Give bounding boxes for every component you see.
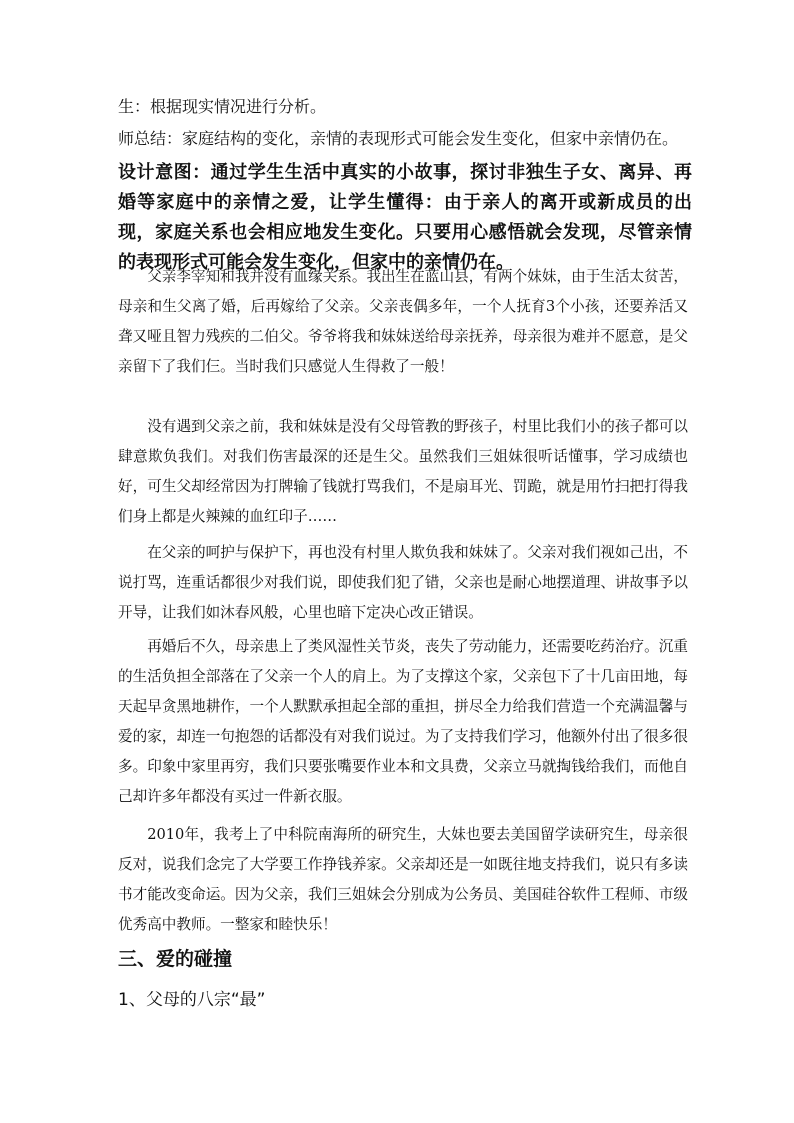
student-response-line: 生：根据现实情况进行分析。 (118, 97, 327, 116)
design-intent-paragraph: 设计意图：通过学生生活中真实的小故事，探讨非独生子女、离异、再婚等家庭中的亲情之爱，让学生懂得：由于亲人的离开或新成员的出现，家庭关系也会相应地发生变化。只要用心感悟就会发现，尽管亲情的表现形式可能会发生变化，但家中的亲情仍在。 (118, 162, 692, 273)
section-heading: 三、爱的碰撞 (118, 948, 233, 970)
story-paragraph-3: 在父亲的呵护与保护下，再也没有村里人欺负我和妹妹了。父亲对我们视如己出，不说打骂，连重话都很少对我们说，即使我们犯了错，父亲也是耐心地摆道理、讲故事予以开导，让我们如沐春风般，心里也暗下定决心改正错误。 (118, 544, 688, 621)
list-item-1: 1、父母的八宗“最” (118, 990, 266, 1010)
story-paragraph-4: 再婚后不久，母亲患上了类风湿性关节炎，丧失了劳动能力，还需要吃药治疗。沉重的生活负担全部落在了父亲一个人的肩上。为了支撑这个家，父亲包下了十几亩田地，每天起早贪黑地耕作，一个人默默承担起全部的重担，拼尽全力给我们营造一个充满温馨与爱的家，却连一句抱怨的话都没有对我们说过。为了支持我们学习，他额外付出了很多很多。印象中家里再穷，我们只要张嘴要作业本和文具费，父亲立马就掏钱给我们，而他自己却许多年都没有买过一件新衣服。 (118, 638, 688, 805)
story-paragraph-5: 2010年，我考上了中科院南海所的研究生，大妹也要去美国留学读研究生，母亲很反对，说我们念完了大学要工作挣钱养家。父亲却还是一如既往地支持我们，说只有多读书才能改变命运。因为父亲，我们三姐妹会分别成为公务员、美国硅谷软件工程师、市级优秀高中教师。一整家和睦快乐！ (118, 826, 688, 933)
story-paragraph-2: 没有遇到父亲之前，我和妹妹是没有父母管教的野孩子，村里比我们小的孩子都可以肆意欺负我们。对我们伤害最深的还是生父。虽然我们三姐妹很听话懂事，学习成绩也好，可生父却经常因为打牌输了钱就打骂我们，不是扇耳光、罚跪，就是用竹扫把打得我们身上都是火辣辣的血红印子…… (118, 418, 688, 525)
teacher-summary-line: 师总结：家庭结构的变化，亲情的表现形式可能会发生变化，但家中亲情仍在。 (118, 129, 679, 148)
story-paragraph-1: 父亲李宰知和我并没有血缘关系。我出生在蓝山县，有两个妹妹，由于生活太贫苦，母亲和生父离了婚，后再嫁给了父亲。父亲丧偶多年，一个人抚育3个小孩，还要养活又聋又哑且智力残疾的二伯父。爷爷将我和妹妹送给母亲抚养，母亲很为难并不愿意，是父亲留下了我们仨。当时我们只感觉人生得救了一般！ (118, 268, 688, 375)
